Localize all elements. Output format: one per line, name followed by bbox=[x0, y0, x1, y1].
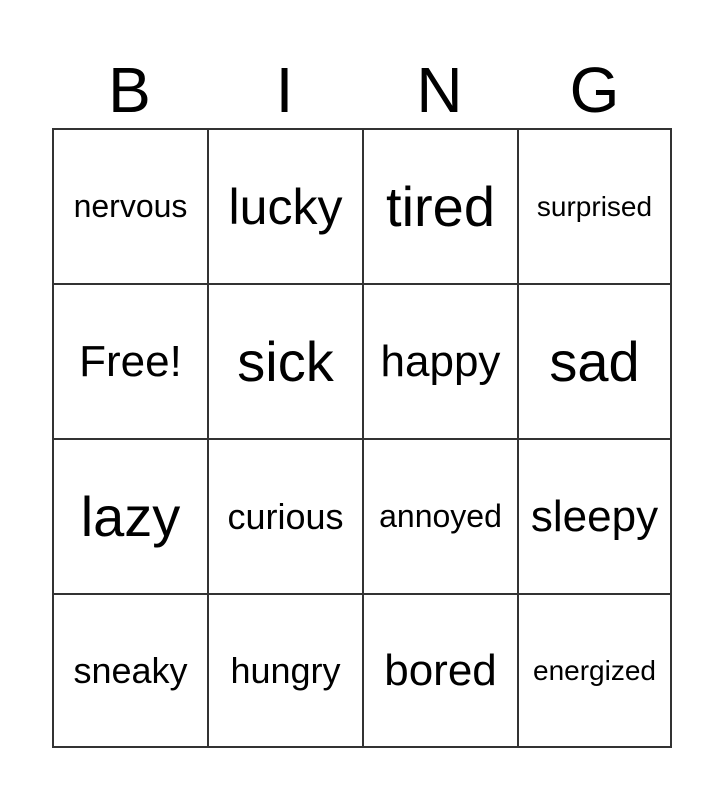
bingo-cell-lucky[interactable]: lucky bbox=[207, 128, 362, 283]
bingo-cell-sick[interactable]: sick bbox=[207, 283, 362, 438]
bingo-cell-tired[interactable]: tired bbox=[362, 128, 517, 283]
bingo-cell-energized[interactable]: energized bbox=[517, 593, 672, 748]
bingo-cell-happy[interactable]: happy bbox=[362, 283, 517, 438]
bingo-cell-hungry[interactable]: hungry bbox=[207, 593, 362, 748]
bingo-header bbox=[52, 50, 672, 128]
bingo-cell-curious[interactable]: curious bbox=[207, 438, 362, 593]
bingo-cell-sneaky[interactable]: sneaky bbox=[52, 593, 207, 748]
bingo-cell-lazy[interactable]: lazy bbox=[52, 438, 207, 593]
bingo-cell-free[interactable]: Free! bbox=[52, 283, 207, 438]
header-letter-g: G bbox=[569, 54, 620, 126]
bingo-cell-nervous[interactable]: nervous bbox=[52, 128, 207, 283]
bingo-board bbox=[52, 128, 672, 748]
header-letter-b: B bbox=[108, 54, 151, 126]
bingo-cell-surprised[interactable]: surprised bbox=[517, 128, 672, 283]
bingo-cell-annoyed[interactable]: annoyed bbox=[362, 438, 517, 593]
bingo-cell-bored[interactable]: bored bbox=[362, 593, 517, 748]
header-letter-n: N bbox=[416, 54, 463, 126]
bingo-cell-sleepy[interactable]: sleepy bbox=[517, 438, 672, 593]
bingo-cell-sad[interactable]: sad bbox=[517, 283, 672, 438]
header-letter-i: I bbox=[275, 54, 294, 126]
